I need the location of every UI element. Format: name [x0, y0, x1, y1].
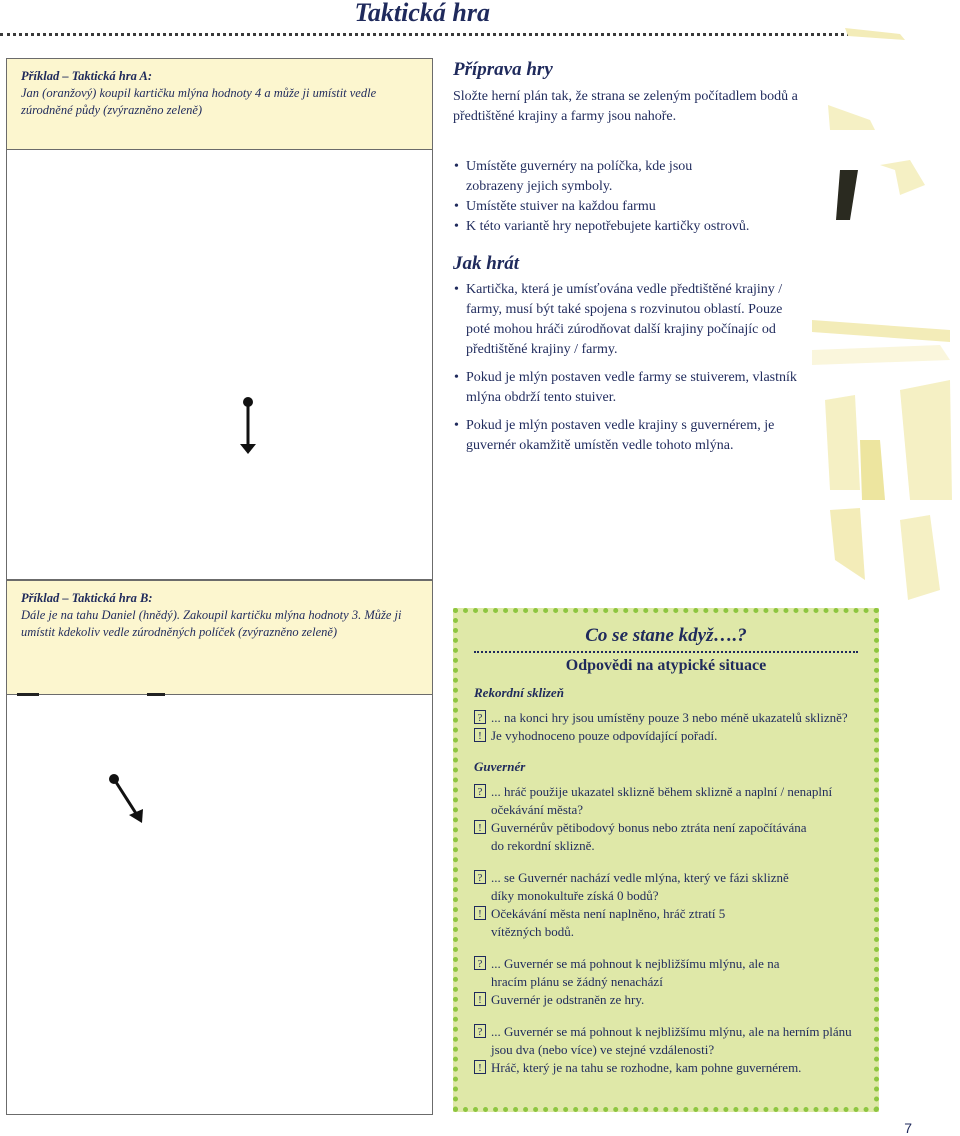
exclamation-mark-icon: ! — [474, 728, 486, 742]
list-item: • Umístěte stuiver na každou farmu — [453, 197, 733, 217]
deco-shape — [845, 28, 905, 40]
list-item: • Umístěte guvernéry na políčka, kde jsou zobrazeny jejich symboly. — [453, 157, 733, 197]
faq-section-title: Guvernér — [474, 759, 526, 774]
list-item: • Pokud je mlýn postaven vedle krajiny s guvernérem, je guvernér okamžitě umístěn vedle tohoto mlýna. — [453, 416, 786, 456]
question-mark-icon: ? — [474, 956, 486, 970]
deco-shape — [812, 320, 950, 342]
page-number: 7 — [904, 1120, 912, 1136]
priprava-intro: Složte herní plán tak, že strana se zeleným počítadlem bodů a předtištěné krajiny a farmy jsou nahoře. — [453, 89, 798, 124]
faq-question: ... Guvernér se má pohnout k nejbližšímu mlýnu, ale na herním plánu jsou dva (nebo více) ve stejné vzdálenosti? — [491, 1024, 852, 1057]
deco-shape — [836, 170, 858, 220]
faq-item — [474, 955, 858, 1009]
faq-question: ... se Guvernér nachází vedle mlýna, který ve fázi sklizně díky monokultuře získá 0 bodů? — [491, 870, 789, 903]
title-divider — [0, 33, 880, 36]
faq-title: Co se stane když….? — [474, 625, 858, 653]
page-title: Taktická hra — [354, 0, 490, 27]
arrow-down-icon — [239, 394, 263, 458]
deco-shape — [880, 160, 925, 195]
decorative-board-fragments — [800, 20, 960, 610]
deco-shape — [900, 380, 952, 500]
list-item: • K této variantě hry nepotřebujete kartičky ostrovů. — [453, 217, 806, 237]
faq-item — [474, 709, 858, 745]
example-a-text: Jan (oranžový) koupil kartičku mlýna hodnoty 4 a může ji umístit vedle zúrodněné půdy (zvýrazněno zeleně) — [21, 86, 377, 117]
example-b-title: Příklad – Taktická hra B: — [21, 591, 153, 605]
question-mark-icon: ? — [474, 710, 486, 724]
list-item: • Kartička, která je umísťována vedle předtištěné krajiny / farmy, musí být také spojena s rozvinutou oblastí. Pouze poté mohou hráči zúrodňovat další krajiny počínajíc od předtištěné krajiny / farmy. — [453, 280, 798, 360]
figure-dark-strip — [17, 693, 39, 696]
arrow-diagonal-icon — [107, 771, 151, 827]
question-mark-icon: ? — [474, 784, 486, 798]
faq-box — [453, 608, 879, 1112]
deco-shape — [828, 105, 875, 130]
faq-question: ... na konci hry jsou umístěny pouze 3 nebo méně ukazatelů sklizně? — [491, 710, 848, 725]
faq-answer: Hráč, který je na tahu se rozhodne, kam pohne guvernérem. — [491, 1060, 802, 1075]
exclamation-mark-icon: ! — [474, 820, 486, 834]
example-b-figure — [6, 695, 433, 1115]
example-b-box — [6, 580, 433, 695]
exclamation-mark-icon: ! — [474, 992, 486, 1006]
jak-hrat-list — [453, 280, 798, 464]
priprava-list — [453, 157, 750, 237]
jak-hrat-heading: Jak hrát — [453, 253, 519, 274]
priprava-heading: Příprava hry — [453, 59, 553, 80]
faq-answer: Je vyhodnoceno pouze odpovídající pořadí. — [491, 728, 718, 743]
exclamation-mark-icon: ! — [474, 1060, 486, 1074]
faq-answer: Guvernér je odstraněn ze hry. — [491, 992, 645, 1007]
deco-shape — [812, 345, 950, 365]
example-a-title: Příklad – Taktická hra A: — [21, 69, 153, 83]
deco-shape — [860, 440, 885, 500]
question-mark-icon: ? — [474, 870, 486, 884]
faq-answer: Očekávání města není naplněno, hráč ztratí 5 vítězných bodů. — [491, 906, 726, 939]
deco-shape — [825, 395, 860, 490]
faq-item — [474, 869, 858, 941]
question-mark-icon: ? — [474, 1024, 486, 1038]
figure-dark-strip — [147, 693, 165, 696]
deco-shape — [830, 508, 865, 580]
faq-item — [474, 1023, 858, 1077]
faq-question: ... hráč použije ukazatel sklizně během sklizně a naplní / nenaplní očekávání města? — [491, 784, 833, 817]
list-item: • Pokud je mlýn postaven vedle farmy se stuiverem, vlastník mlýna obdrží tento stuiver. — [453, 368, 798, 408]
faq-question: ... Guvernér se má pohnout k nejbližšímu mlýnu, ale na hracím plánu se žádný nenachází — [491, 956, 780, 989]
faq-answer: Guvernérův pětibodový bonus nebo ztráta není započítávána do rekordní sklizně. — [491, 820, 807, 853]
faq-subtitle: Odpovědi na atypické situace — [565, 657, 767, 674]
example-a-box — [6, 58, 433, 150]
exclamation-mark-icon: ! — [474, 906, 486, 920]
faq-section-title: Rekordní sklizeň — [474, 685, 564, 700]
faq-item — [474, 783, 858, 855]
deco-shape — [900, 515, 940, 600]
example-b-text: Dále je na tahu Daniel (hnědý). Zakoupil kartičku mlýna hodnoty 3. Může ji umístit kdekoliv vedle zúrodněných políček (zvýrazněno zeleně) — [21, 608, 402, 639]
example-a-figure — [6, 150, 433, 580]
